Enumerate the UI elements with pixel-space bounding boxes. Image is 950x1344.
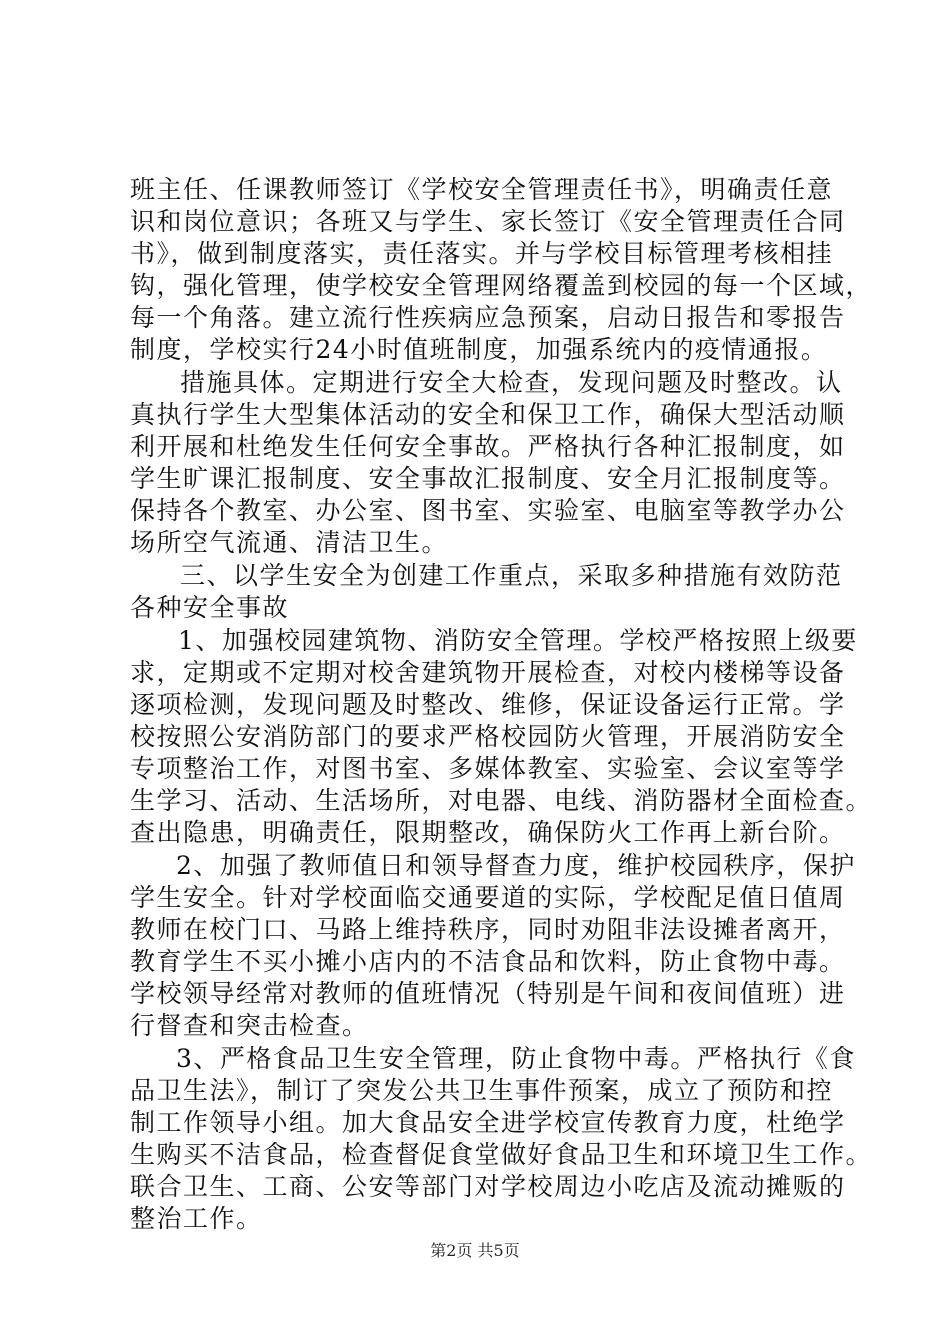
text-line: 学生旷课汇报制度、安全事故汇报制度、安全月汇报制度等。 [130, 464, 846, 493]
text-line: 行督查和突击检查。 [130, 1011, 369, 1040]
text-line: 逐项检测，发现问题及时整改、维修，保证设备运行正常。学 [130, 690, 846, 719]
text-line: 每一个角落。建立流行性疾病应急预案，启动日报告和零报告 [130, 303, 846, 332]
text-line: 整治工作。 [130, 1204, 263, 1233]
page-number-footer: 第2页 共5页 [430, 1241, 520, 1260]
text-line: 联合卫生、工商、公安等部门对学校周边小吃店及流动摊贩的 [130, 1172, 846, 1201]
text-line: 场所空气流通、清洁卫生。 [130, 528, 449, 557]
section-heading-line: 三、以学生安全为创建工作重点，采取多种措施有效防范 [180, 561, 843, 590]
text-line: 真执行学生大型集体活动的安全和保卫工作，确保大型活动顺 [130, 400, 846, 429]
text-line: 班主任、任课教师签订《学校安全管理责任书》，明确责任意 [130, 175, 834, 204]
text-line: 查出隐患，明确责任，限期整改，确保防火工作再上新台阶。 [130, 818, 846, 847]
text-line: 教师在校门口、马路上维持秩序，同时劝阻非法设摊者离开， [130, 915, 846, 944]
text-line: 书》，做到制度落实，责任落实。并与学校目标管理考核相挂 [130, 239, 834, 268]
text-line: 品卫生法》，制订了突发公共卫生事件预案，成立了预防和控 [130, 1076, 834, 1105]
paragraph-start-line: 1、加强校园建筑物、消防安全管理。学校严格按照上级要 [178, 626, 858, 655]
text-line: 校按照公安消防部门的要求严格校园防火管理，开展消防安全 [130, 722, 846, 751]
text-line: 生学习、活动、生活场所，对电器、电线、消防器材全面检查。 [130, 786, 873, 815]
text-line: 专项整治工作，对图书室、多媒体教室、实验室、会议室等学 [130, 754, 846, 783]
text-line: 利开展和杜绝发生任何安全事故。严格执行各种汇报制度，如 [130, 432, 846, 461]
paragraph-start-line: 2、加强了教师值日和领导督查力度，维护校园秩序，保护 [176, 851, 856, 880]
text-line: 钩，强化管理，使学校安全管理网络覆盖到校园的每一个区域， [130, 271, 873, 300]
text-line: 制度，学校实行24小时值班制度，加强系统内的疫情通报。 [130, 335, 828, 364]
paragraph-start-line: 措施具体。定期进行安全大检查，发现问题及时整改。认 [180, 368, 843, 397]
text-line: 教育学生不买小摊小店内的不洁食品和饮料，防止食物中毒。 [130, 947, 846, 976]
section-heading-line: 各种安全事故 [130, 593, 290, 622]
text-line: 生购买不洁食品，检查督促食堂做好食品卫生和环境卫生工作。 [130, 1140, 873, 1169]
text-line: 学生安全。针对学校面临交通要道的实际，学校配足值日值周 [130, 883, 846, 912]
text-line: 学校领导经常对教师的值班情况（特别是午间和夜间值班）进 [130, 979, 846, 1008]
text-line: 保持各个教室、办公室、图书室、实验室、电脑室等教学办公 [130, 496, 846, 525]
text-line: 求，定期或不定期对校舍建筑物开展检查，对校内楼梯等设备 [130, 658, 846, 687]
text-line: 制工作领导小组。加大食品安全进学校宣传教育力度，杜绝学 [130, 1108, 846, 1137]
paragraph-start-line: 3、严格食品卫生安全管理，防止食物中毒。严格执行《食 [176, 1044, 856, 1073]
text-line: 识和岗位意识；各班又与学生、家长签订《安全管理责任合同 [130, 207, 846, 236]
